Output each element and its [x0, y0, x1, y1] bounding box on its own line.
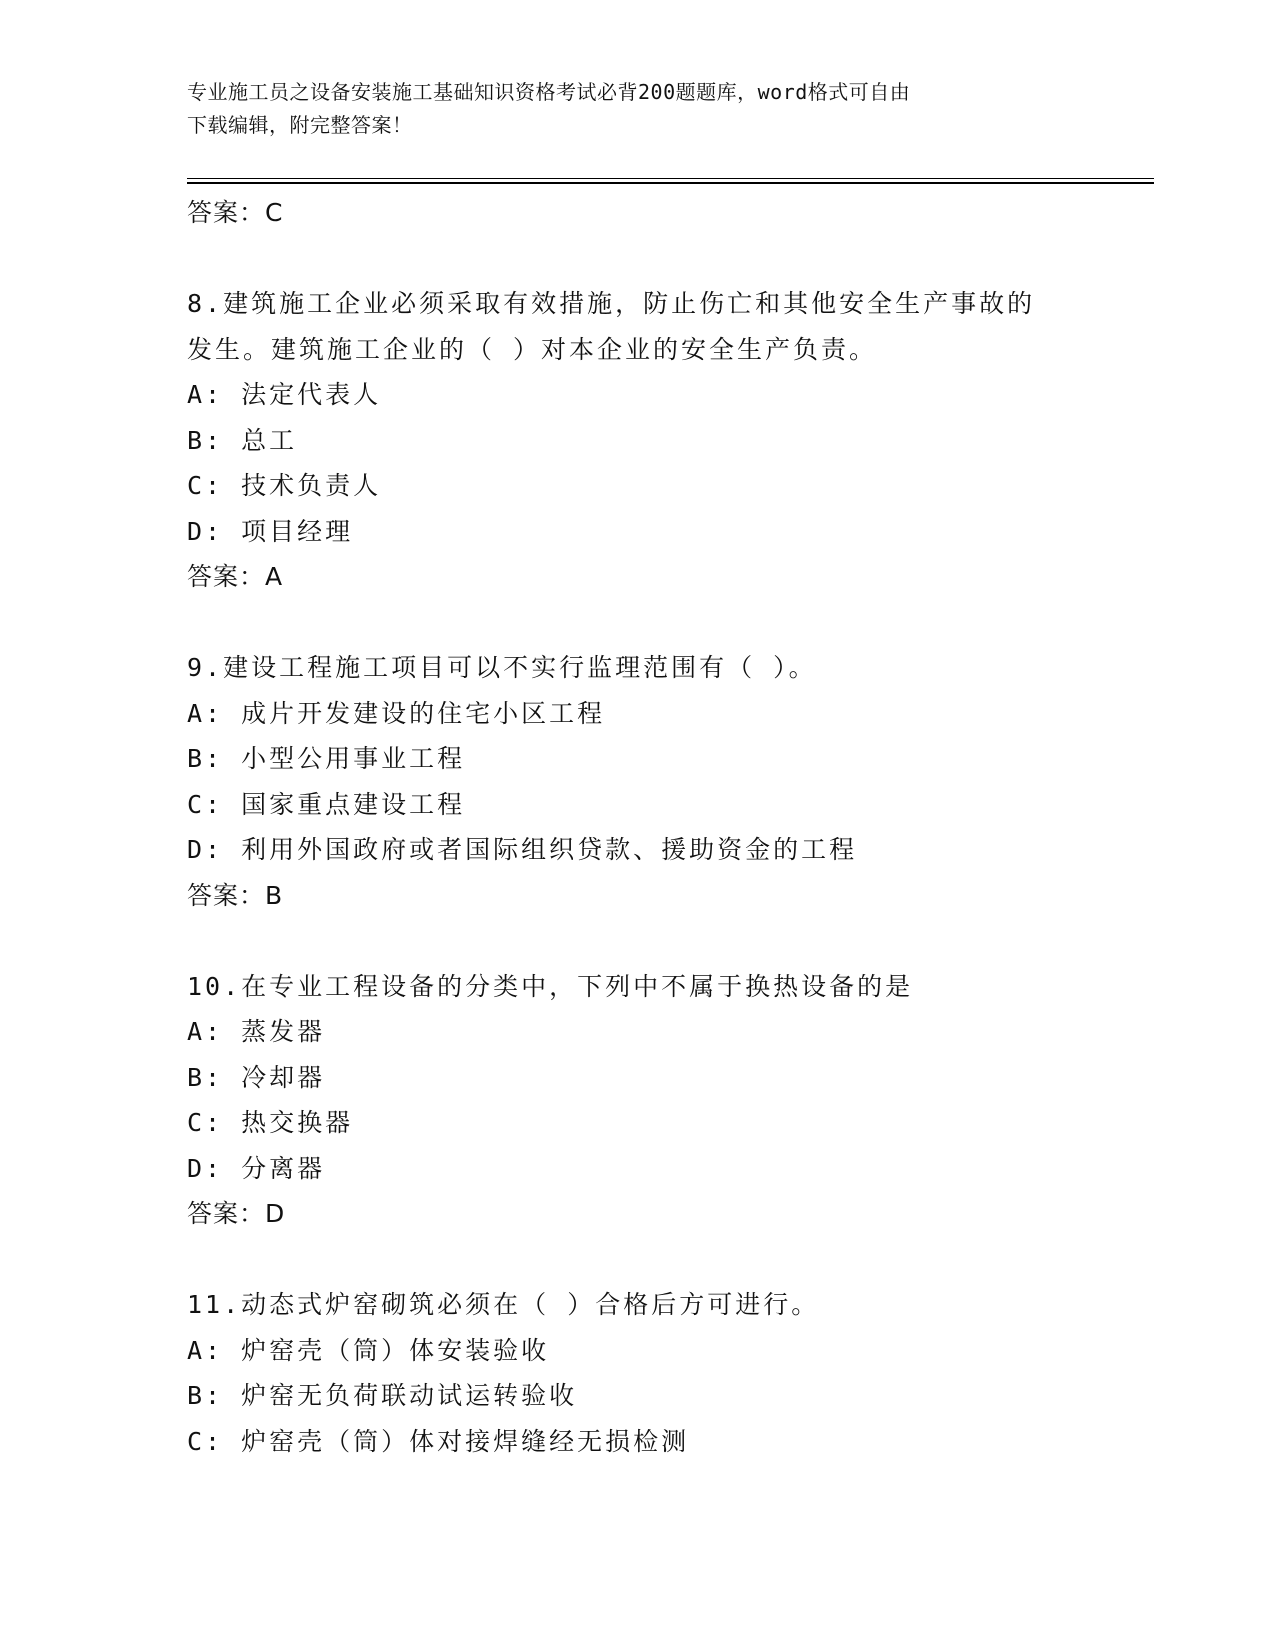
spacer: [187, 600, 1147, 646]
spacer: [187, 1237, 1147, 1283]
question-stem: 8.建筑施工企业必须采取有效措施，防止伤亡和其他安全生产事故的: [187, 289, 1036, 318]
option-c: C: 国家重点建设工程: [187, 789, 466, 819]
option-d: D: 分离器: [187, 1153, 326, 1183]
option-c: C: 技术负责人: [187, 471, 382, 500]
header-line-2: 下载编辑，附完整答案！: [187, 113, 413, 137]
option-a: A: 蒸发器: [187, 1017, 326, 1046]
question-10: [187, 964, 1147, 1237]
option-d: D: 利用外国政府或者国际组织贷款、援助资金的工程: [187, 835, 858, 864]
option-b: B: 总工: [187, 425, 298, 455]
option-b: B: 炉窑无负荷联动试运转验收: [187, 1381, 578, 1410]
option-a: A: 炉窑壳（筒）体安装验收: [187, 1335, 550, 1365]
question-9: [187, 645, 1147, 918]
header-divider-thick: [187, 182, 1154, 184]
answer-line: 答案：C: [187, 198, 284, 227]
question-8: [187, 281, 1147, 600]
question-content: [187, 190, 1147, 1464]
option-b: B: 冷却器: [187, 1062, 326, 1092]
answer-line: 答案：D: [187, 1199, 286, 1228]
answer-line: 答案：A: [187, 562, 284, 591]
header-line-1: 专业施工员之设备安装施工基础知识资格考试必背200题题库，word格式可自由: [187, 80, 911, 104]
answer-line: 答案：B: [187, 880, 284, 910]
spacer: [187, 918, 1147, 964]
option-a: A: 法定代表人: [187, 380, 382, 409]
question-stem: 9.建设工程施工项目可以不实行监理范围有（ ）。: [187, 653, 817, 682]
option-c: C: 炉窑壳（筒）体对接焊缝经无损检测: [187, 1426, 690, 1456]
option-c: C: 热交换器: [187, 1108, 354, 1137]
option-a: A: 成片开发建设的住宅小区工程: [187, 698, 606, 728]
option-b: B: 小型公用事业工程: [187, 744, 466, 773]
question-11: [187, 1282, 1147, 1464]
question-stem: 发生。建筑施工企业的（ ）对本企业的安全生产负责。: [187, 334, 878, 364]
page-header: [187, 76, 1087, 142]
question-stem: 11.动态式炉窑砌筑必须在（ ）合格后方可进行。: [187, 1290, 820, 1319]
option-d: D: 项目经理: [187, 516, 354, 546]
spacer: [187, 236, 1147, 282]
question-stem: 10.在专业工程设备的分类中，下列中不属于换热设备的是: [187, 971, 914, 1001]
header-divider-thin: [187, 178, 1154, 179]
